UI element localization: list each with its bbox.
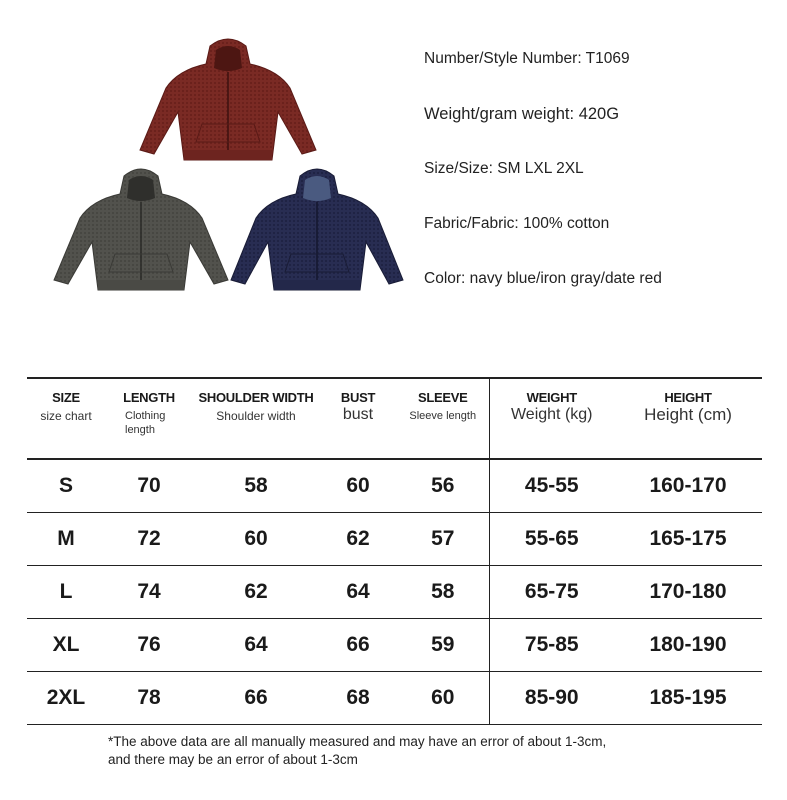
cell-length: 76	[105, 619, 193, 672]
table-header-row	[27, 378, 762, 459]
cell-length: 74	[105, 566, 193, 619]
cell-length: 78	[105, 672, 193, 725]
cell-size: M	[27, 513, 105, 566]
spec-label: Size/Size:	[424, 160, 493, 177]
table-row	[27, 459, 762, 513]
cell-bust: 64	[319, 566, 397, 619]
table-row	[27, 566, 762, 619]
cell-shoulder: 66	[193, 672, 319, 725]
cell-height: 180-190	[614, 619, 762, 672]
spec-style-number	[424, 50, 630, 68]
header-bust: BUST bust	[319, 378, 397, 459]
spec-label: Number/Style Number:	[424, 50, 582, 67]
cell-sleeve: 58	[397, 566, 489, 619]
note-line-2: and there may be an error of about 1-3cm	[108, 752, 358, 767]
cell-size: S	[27, 459, 105, 513]
header-sleeve: SLEEVE Sleeve length	[397, 378, 489, 459]
cell-shoulder: 60	[193, 513, 319, 566]
cell-shoulder: 62	[193, 566, 319, 619]
header-height: HEIGHT Height (cm)	[614, 378, 762, 459]
size-chart-table	[27, 377, 762, 725]
cell-size: L	[27, 566, 105, 619]
cell-height: 170-180	[614, 566, 762, 619]
cell-height: 160-170	[614, 459, 762, 513]
spec-value: navy blue/iron gray/date red	[469, 270, 662, 287]
cell-shoulder: 58	[193, 459, 319, 513]
cell-weight: 65-75	[489, 566, 614, 619]
hoodie-navy-image	[229, 168, 405, 292]
spec-weight	[424, 105, 619, 124]
table-row	[27, 619, 762, 672]
header-weight: WEIGHT Weight (kg)	[489, 378, 614, 459]
cell-bust: 62	[319, 513, 397, 566]
cell-bust: 66	[319, 619, 397, 672]
cell-height: 165-175	[614, 513, 762, 566]
cell-sleeve: 57	[397, 513, 489, 566]
spec-fabric	[424, 215, 609, 233]
cell-sleeve: 60	[397, 672, 489, 725]
table-row	[27, 672, 762, 725]
cell-bust: 60	[319, 459, 397, 513]
cell-size: 2XL	[27, 672, 105, 725]
header-size: SIZE size chart	[27, 378, 105, 459]
spec-size	[424, 160, 584, 178]
table-row	[27, 513, 762, 566]
hoodie-gray-image	[52, 168, 230, 292]
cell-length: 72	[105, 513, 193, 566]
cell-size: XL	[27, 619, 105, 672]
cell-bust: 68	[319, 672, 397, 725]
spec-label: Weight/gram weight:	[424, 105, 575, 123]
cell-weight: 55-65	[489, 513, 614, 566]
hoodie-red-image	[138, 38, 318, 162]
cell-sleeve: 56	[397, 459, 489, 513]
spec-value: 420G	[578, 105, 620, 123]
cell-height: 185-195	[614, 672, 762, 725]
cell-weight: 75-85	[489, 619, 614, 672]
spec-value: T1069	[585, 50, 630, 67]
spec-color	[424, 270, 662, 288]
spec-label: Color:	[424, 270, 466, 287]
cell-weight: 45-55	[489, 459, 614, 513]
spec-label: Fabric/Fabric:	[424, 215, 519, 232]
spec-value: 100% cotton	[523, 215, 610, 232]
cell-shoulder: 64	[193, 619, 319, 672]
cell-weight: 85-90	[489, 672, 614, 725]
header-shoulder-width: SHOULDER WIDTH Shoulder width	[193, 378, 319, 459]
cell-sleeve: 59	[397, 619, 489, 672]
note-line-1: *The above data are all manually measured and may have an error of about 1-3cm,	[108, 734, 607, 749]
header-length: LENGTH Clothing length	[105, 378, 193, 459]
measurement-note	[108, 733, 606, 769]
cell-length: 70	[105, 459, 193, 513]
spec-value: SM LXL 2XL	[497, 160, 584, 177]
